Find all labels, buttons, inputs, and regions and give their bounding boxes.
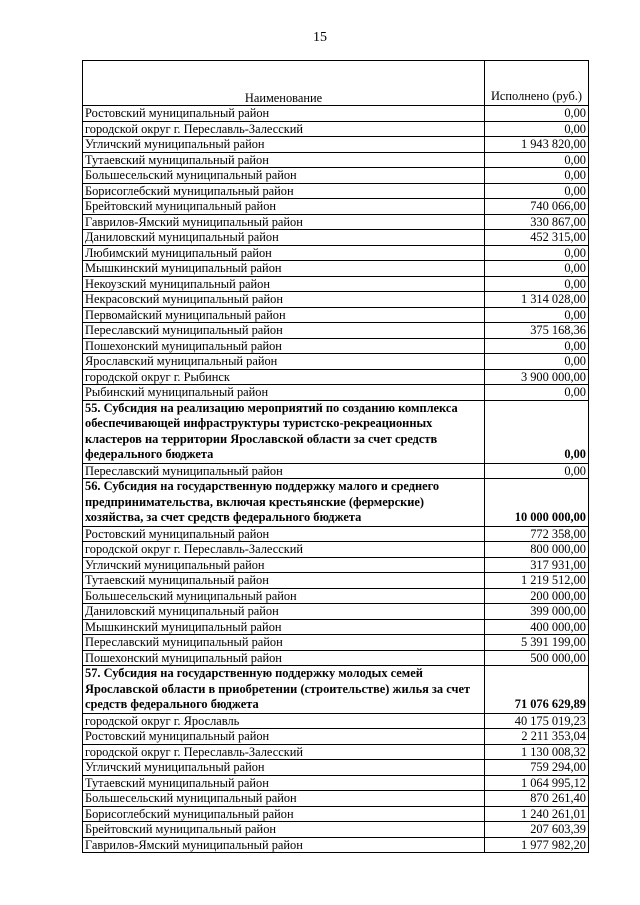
table-row: [83, 261, 589, 277]
table-row: [83, 245, 589, 261]
table-row: [83, 588, 589, 604]
row-name: Ярославский муниципальный район: [83, 354, 485, 370]
row-name: Некоузский муниципальный район: [83, 276, 485, 292]
table-row: [83, 152, 589, 168]
row-value: 0,00: [485, 276, 589, 292]
row-name: Угличский муниципальный район: [83, 137, 485, 153]
row-value: 207 603,39: [485, 822, 589, 838]
table-row: [83, 276, 589, 292]
row-name: Мышкинский муниципальный район: [83, 261, 485, 277]
row-name: Любимский муниципальный район: [83, 245, 485, 261]
row-value: 0,00: [485, 152, 589, 168]
table-row: [83, 168, 589, 184]
section-total: 10 000 000,00: [485, 479, 589, 527]
row-value: 0,00: [485, 106, 589, 122]
row-name: Тутаевский муниципальный район: [83, 573, 485, 589]
table-row: [83, 791, 589, 807]
table-row: [83, 806, 589, 822]
table-row: [83, 106, 589, 122]
row-value: 5 391 199,00: [485, 635, 589, 651]
section-row: [83, 666, 589, 714]
row-name: Тутаевский муниципальный район: [83, 152, 485, 168]
table-row: [83, 650, 589, 666]
row-value: 399 000,00: [485, 604, 589, 620]
row-name: городской округ г. Переславль-Залесский: [83, 542, 485, 558]
row-name: Большесельский муниципальный район: [83, 168, 485, 184]
row-name: городской округ г. Ярославль: [83, 713, 485, 729]
row-name: Борисоглебский муниципальный район: [83, 183, 485, 199]
table-row: [83, 199, 589, 215]
row-value: 0,00: [485, 245, 589, 261]
row-value: 452 315,00: [485, 230, 589, 246]
table-row: [83, 292, 589, 308]
row-name: Ростовский муниципальный район: [83, 106, 485, 122]
row-value: 0,00: [485, 307, 589, 323]
row-name: Брейтовский муниципальный район: [83, 822, 485, 838]
row-value: 317 931,00: [485, 557, 589, 573]
row-name: Даниловский муниципальный район: [83, 230, 485, 246]
row-value: 0,00: [485, 121, 589, 137]
table-row: [83, 775, 589, 791]
section-row: [83, 400, 589, 463]
row-value: 800 000,00: [485, 542, 589, 558]
row-value: 0,00: [485, 385, 589, 401]
row-value: 1 314 028,00: [485, 292, 589, 308]
row-value: 0,00: [485, 183, 589, 199]
row-value: 870 261,40: [485, 791, 589, 807]
table-row: [83, 230, 589, 246]
row-value: 0,00: [485, 338, 589, 354]
table-row: [83, 307, 589, 323]
row-name: городской округ г. Переславль-Залесский: [83, 121, 485, 137]
row-name: Гаврилов-Ямский муниципальный район: [83, 837, 485, 853]
row-name: Первомайский муниципальный район: [83, 307, 485, 323]
table-row: [83, 338, 589, 354]
column-header-name: Наименование: [83, 61, 485, 106]
table-row: [83, 137, 589, 153]
row-name: Большесельский муниципальный район: [83, 588, 485, 604]
row-value: 375 168,36: [485, 323, 589, 339]
table-row: [83, 729, 589, 745]
row-name: Брейтовский муниципальный район: [83, 199, 485, 215]
table-row: [83, 526, 589, 542]
row-value: 759 294,00: [485, 760, 589, 776]
table-row: [83, 183, 589, 199]
table-row: [83, 121, 589, 137]
row-name: Переславский муниципальный район: [83, 635, 485, 651]
table-row: [83, 557, 589, 573]
row-value: 772 358,00: [485, 526, 589, 542]
section-row: [83, 479, 589, 527]
table-row: [83, 744, 589, 760]
table-row: [83, 214, 589, 230]
section-title: 55. Субсидия на реализацию мероприятий по созданию комплекса обеспечивающей инфраструктуры туристско-рекреационных кластеров на территории Ярославской области за счет средств федерального бюджета: [83, 400, 485, 463]
row-name: Некрасовский муниципальный район: [83, 292, 485, 308]
table-row: [83, 542, 589, 558]
table-row: [83, 463, 589, 479]
section-title: 57. Субсидия на государственную поддержку молодых семей Ярославской области в приобретении (строительстве) жилья за счет средств федерального бюджета: [83, 666, 485, 714]
row-value: 330 867,00: [485, 214, 589, 230]
table-row: [83, 713, 589, 729]
row-name: Угличский муниципальный район: [83, 760, 485, 776]
row-name: Пошехонский муниципальный район: [83, 338, 485, 354]
row-name: Борисоглебский муниципальный район: [83, 806, 485, 822]
row-name: Тутаевский муниципальный район: [83, 775, 485, 791]
row-value: 2 211 353,04: [485, 729, 589, 745]
table-row: [83, 619, 589, 635]
table-header-row: [83, 61, 589, 106]
row-value: 40 175 019,23: [485, 713, 589, 729]
row-name: городской округ г. Рыбинск: [83, 369, 485, 385]
row-value: 1 064 995,12: [485, 775, 589, 791]
row-value: 0,00: [485, 354, 589, 370]
page-number: 15: [313, 30, 327, 45]
row-value: 200 000,00: [485, 588, 589, 604]
table-row: [83, 369, 589, 385]
budget-execution-table: [82, 60, 589, 853]
table-row: [83, 323, 589, 339]
row-value: 740 066,00: [485, 199, 589, 215]
row-value: 1 943 820,00: [485, 137, 589, 153]
row-value: 1 240 261,01: [485, 806, 589, 822]
table-row: [83, 573, 589, 589]
row-value: 1 219 512,00: [485, 573, 589, 589]
row-name: Большесельский муниципальный район: [83, 791, 485, 807]
row-value: 1 977 982,20: [485, 837, 589, 853]
row-name: Гаврилов-Ямский муниципальный район: [83, 214, 485, 230]
row-value: 0,00: [485, 261, 589, 277]
section-total: 71 076 629,89: [485, 666, 589, 714]
row-value: 500 000,00: [485, 650, 589, 666]
row-name: Рыбинский муниципальный район: [83, 385, 485, 401]
row-name: Мышкинский муниципальный район: [83, 619, 485, 635]
table-row: [83, 354, 589, 370]
row-value: 400 000,00: [485, 619, 589, 635]
table-row: [83, 635, 589, 651]
row-name: Ростовский муниципальный район: [83, 526, 485, 542]
table-row: [83, 822, 589, 838]
table-body: [83, 106, 589, 853]
row-name: городской округ г. Переславль-Залесский: [83, 744, 485, 760]
row-value: 0,00: [485, 168, 589, 184]
row-name: Ростовский муниципальный район: [83, 729, 485, 745]
section-title: 56. Субсидия на государственную поддержку малого и среднего предпринимательства, включая крестьянские (фермерские) хозяйства, за счет средств федерального бюджета: [83, 479, 485, 527]
row-name: Переславский муниципальный район: [83, 463, 485, 479]
table-row: [83, 760, 589, 776]
row-value: 3 900 000,00: [485, 369, 589, 385]
row-name: Угличский муниципальный район: [83, 557, 485, 573]
table-row: [83, 385, 589, 401]
section-total: 0,00: [485, 400, 589, 463]
table-row: [83, 604, 589, 620]
column-header-value: Исполнено (руб.): [485, 61, 589, 106]
row-name: Пошехонский муниципальный район: [83, 650, 485, 666]
row-name: Переславский муниципальный район: [83, 323, 485, 339]
row-value: 1 130 008,32: [485, 744, 589, 760]
table-row: [83, 837, 589, 853]
row-name: Даниловский муниципальный район: [83, 604, 485, 620]
row-value: 0,00: [485, 463, 589, 479]
